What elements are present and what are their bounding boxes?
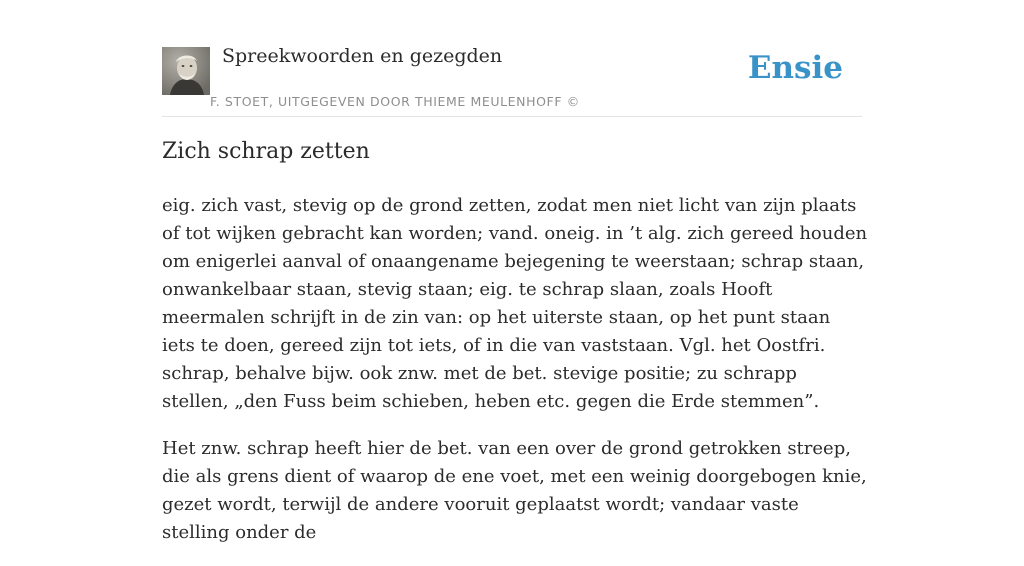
ensie-logo-link[interactable]: Ensie xyxy=(747,50,843,86)
dictionary-title[interactable]: Spreekwoorden en gezegden xyxy=(222,45,503,67)
author-portrait-image xyxy=(162,47,210,95)
entry-paragraph: eig. zich vast, stevig op de grond zetten, zodat men niet licht van zijn plaats of tot wijken gebracht kan worden; vand. oneig. in ’t alg. zich gereed houden om enigerlei aanval of onaangename bejegening te weerstaan; schrap staan, onwankelbaar staan, stevig staan; eig. te schrap slaan, zoals Hooft meermalen schrijft in de zin van: op het uiterste staan, op het punt staan iets te doen, gereed zijn tot iets, of in die van vaststaan. Vgl. het Oostfri. schrap, behalve bijw. ook znw. met de bet. stevige positie; zu schrapp stellen, „den Fuss beim schieben, heben etc. gegen die Erde stemmen”. xyxy=(162,195,868,412)
entry-title: Zich schrap zetten xyxy=(162,139,370,164)
author-portrait-avatar[interactable] xyxy=(162,47,210,95)
dictionary-source: F. STOET, UITGEGEVEN DOOR THIEME MEULENHOFF © xyxy=(210,94,580,109)
entry-paragraph: Het znw. schrap heeft hier de bet. van een over de grond getrokken streep, die als grens dient of waarop de ene voet, met een weinig doorgebogen knie, gezet wordt, terwijl de andere vooruit geplaatst wordt; vandaar vaste stelling onder de xyxy=(162,438,867,543)
entry-body xyxy=(162,192,868,566)
dictionary-header xyxy=(162,44,862,117)
